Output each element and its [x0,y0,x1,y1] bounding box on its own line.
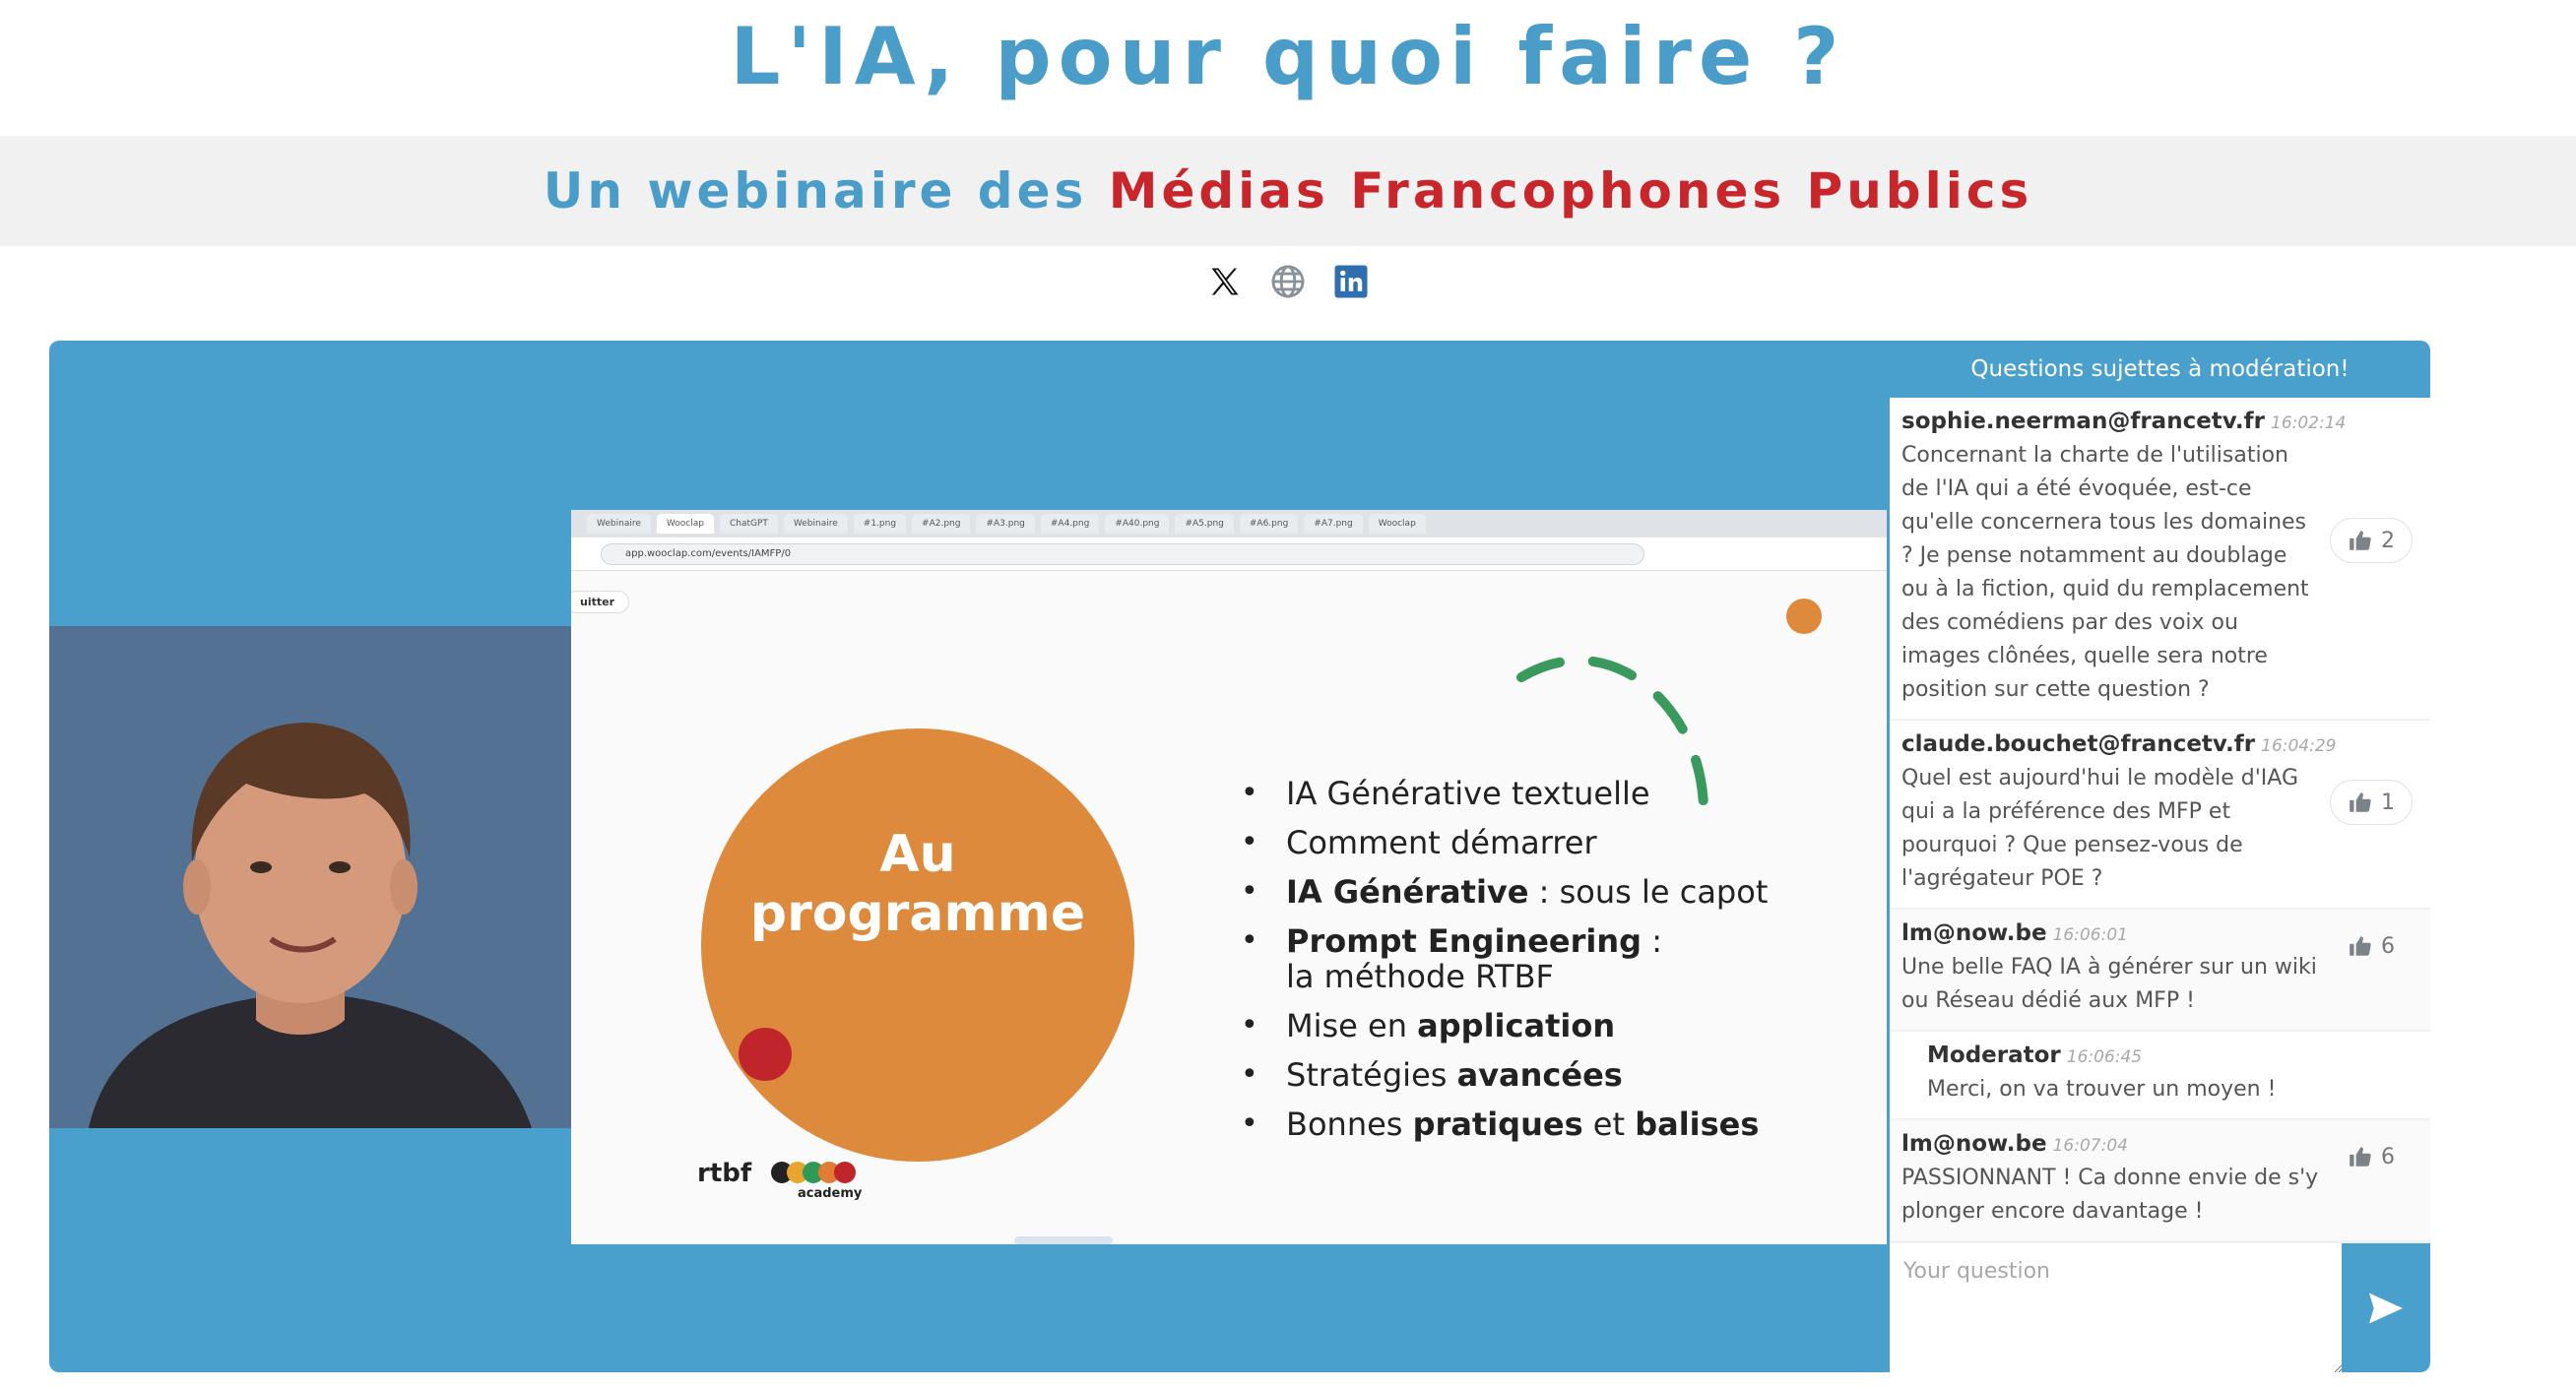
video-player[interactable] [49,341,1887,1372]
agenda-item-text: Stratégies [1286,1056,1457,1094]
agenda-item [1241,1008,1768,1043]
question-line: qu'elle concernera tous les domaines [1901,510,2307,535]
question-line: PASSIONNANT ! Ca donne envie de s'y [1901,1166,2319,1190]
browser-tab: #A6.png [1240,514,1298,534]
rtbf-academy-logo [697,1152,874,1205]
slide-circle-line1: Au [879,825,956,884]
question-time: 16:04:29 [2261,736,2337,756]
agenda-item-text: Bonnes [1286,1106,1413,1143]
question-author: lm@now.be [1901,1131,2047,1157]
like-button[interactable] [2330,518,2413,563]
agenda-item [1241,1106,1768,1142]
question-line: de l'IA qui a été évoquée, est-ce [1901,476,2252,501]
page-subtitle [0,159,2576,222]
question-text [1901,439,2322,707]
browser-url: app.wooclap.com/events/IAMFP/0 [601,543,1644,565]
browser-tab: #A7.png [1304,514,1362,534]
question-line: Une belle FAQ IA à générer sur un wiki [1901,955,2317,979]
agenda-item-text: Mise en [1286,1007,1418,1044]
question-line: position sur cette question ? [1901,677,2210,702]
globe-icon[interactable] [1268,262,1308,301]
rtbf-logo-text: rtbf [697,1159,752,1188]
page-title: L'IA, pour quoi faire ? [730,11,1846,102]
question-line: ? Je pense notamment au doublage [1901,543,2287,568]
slide-circle [701,728,1134,1162]
send-icon [2367,1292,2405,1325]
question-item [1890,398,2430,721]
questions-panel [1887,341,2430,1372]
agenda-item-bold: IA Générative [1286,873,1529,911]
agenda-item-bold: avancées [1456,1056,1623,1094]
browser-tab: Webinaire [784,514,848,534]
like-button[interactable] [2330,780,2413,825]
question-text [1901,762,2322,896]
thumbs-up-icon [2348,528,2373,553]
shared-screen [571,510,1887,1244]
question-text [1901,951,2322,1018]
agenda-item-text: Comment démarrer [1286,824,1597,861]
browser-tab: #A4.png [1041,514,1099,534]
speaker-video-frame [49,626,571,1128]
title-bar [0,0,2576,136]
question-item [1890,910,2430,1032]
agenda-item-bold: application [1417,1007,1616,1044]
question-time: 16:07:04 [2052,1136,2128,1156]
slide-agenda [1241,776,1768,1156]
question-line: ou à la fiction, quid du remplacement [1901,577,2309,601]
browser-tab: #A5.png [1175,514,1233,534]
like-count: 6 [2381,1144,2395,1169]
agenda-item-sub: la méthode RTBF [1286,958,1554,995]
browser-tab: #1.png [854,514,906,534]
slide-circle-title [701,825,1134,943]
reply-line: Merci, on va trouver un moyen ! [1927,1077,2277,1102]
social-links [0,262,2576,305]
agenda-item [1241,923,1768,994]
twitter-chip: uitter [571,591,629,613]
questions-list[interactable] [1890,398,2430,1242]
reply-text [1927,1073,2322,1106]
agenda-item-text: et [1582,1106,1636,1143]
browser-tab: ChatGPT [720,514,778,534]
thumbs-up-icon [2348,1144,2373,1169]
browser-tab: Webinaire [587,514,651,534]
subtitle-organization: Médias Francophones Publics [1108,162,2033,220]
question-compose [1890,1242,2430,1372]
send-button[interactable] [2342,1243,2430,1372]
question-item [1890,721,2430,910]
question-line: pourquoi ? Que pensez-vous de [1901,833,2243,857]
question-author: lm@now.be [1901,920,2047,946]
agenda-item-bold: Prompt Engineering [1286,922,1642,960]
like-count: 6 [2381,933,2395,959]
like-button[interactable] [2330,923,2413,969]
x-icon[interactable] [1205,262,1245,301]
question-time: 16:06:01 [2052,925,2128,945]
subtitle-prefix: Un webinaire des [543,162,1088,220]
question-line: l'agrégateur POE ? [1901,866,2103,891]
like-count: 2 [2381,528,2395,553]
question-line: Quel est aujourd'hui le modèle d'IAG [1901,766,2299,790]
slide-orange-dot [1786,599,1822,634]
browser-tab: #A3.png [976,514,1034,534]
questions-panel-header: Questions sujettes à modération! [1890,341,2430,398]
agenda-item-text: : sous le capot [1528,873,1769,911]
question-line: plonger encore davantage ! [1901,1199,2204,1224]
browser-tab: Wooclap [1369,514,1426,534]
moderator-reply [1890,1032,2430,1120]
agenda-item-text: : [1642,922,1662,960]
reply-author: Moderator [1927,1042,2061,1068]
browser-tab: #A40.png [1105,514,1169,534]
agenda-item [1241,1057,1768,1093]
agenda-item [1241,776,1768,811]
slide-circle-line2: programme [749,884,1086,943]
agenda-item [1241,874,1768,910]
browser-tab: Wooclap [657,514,714,534]
browser-tab: #A2.png [912,514,970,534]
question-line: ou Réseau dédié aux MFP ! [1901,988,2195,1013]
question-author: sophie.neerman@francetv.fr [1901,409,2265,434]
thumbs-up-icon [2348,790,2373,815]
question-line: qui a la préférence des MFP et [1901,799,2231,824]
rtbf-logo-subtext: academy [798,1186,863,1201]
question-line: des comédiens par des voix ou [1901,610,2238,635]
slide-scroll-indicator [1014,1236,1113,1244]
subtitle-bar [0,136,2576,246]
like-count: 1 [2381,790,2395,815]
agenda-item-bold: pratiques [1412,1106,1583,1143]
question-text [1901,1162,2322,1229]
speaker-webcam [49,626,571,1128]
thumbs-up-icon [2348,933,2373,959]
linkedin-icon[interactable] [1331,262,1371,301]
slide-red-dot [739,1028,792,1081]
reply-time: 16:06:45 [2066,1047,2143,1067]
agenda-item-bold: balises [1635,1106,1760,1143]
question-item [1890,1120,2430,1242]
question-time: 16:02:14 [2271,413,2347,433]
like-button[interactable] [2330,1134,2413,1179]
agenda-item [1241,825,1768,860]
question-author: claude.bouchet@francetv.fr [1901,731,2256,757]
question-input[interactable] [1890,1243,2343,1372]
agenda-item-text: IA Générative textuelle [1286,775,1650,812]
question-line: Concernant la charte de l'utilisation [1901,443,2288,468]
question-line: images clônées, quelle sera notre [1901,644,2268,668]
